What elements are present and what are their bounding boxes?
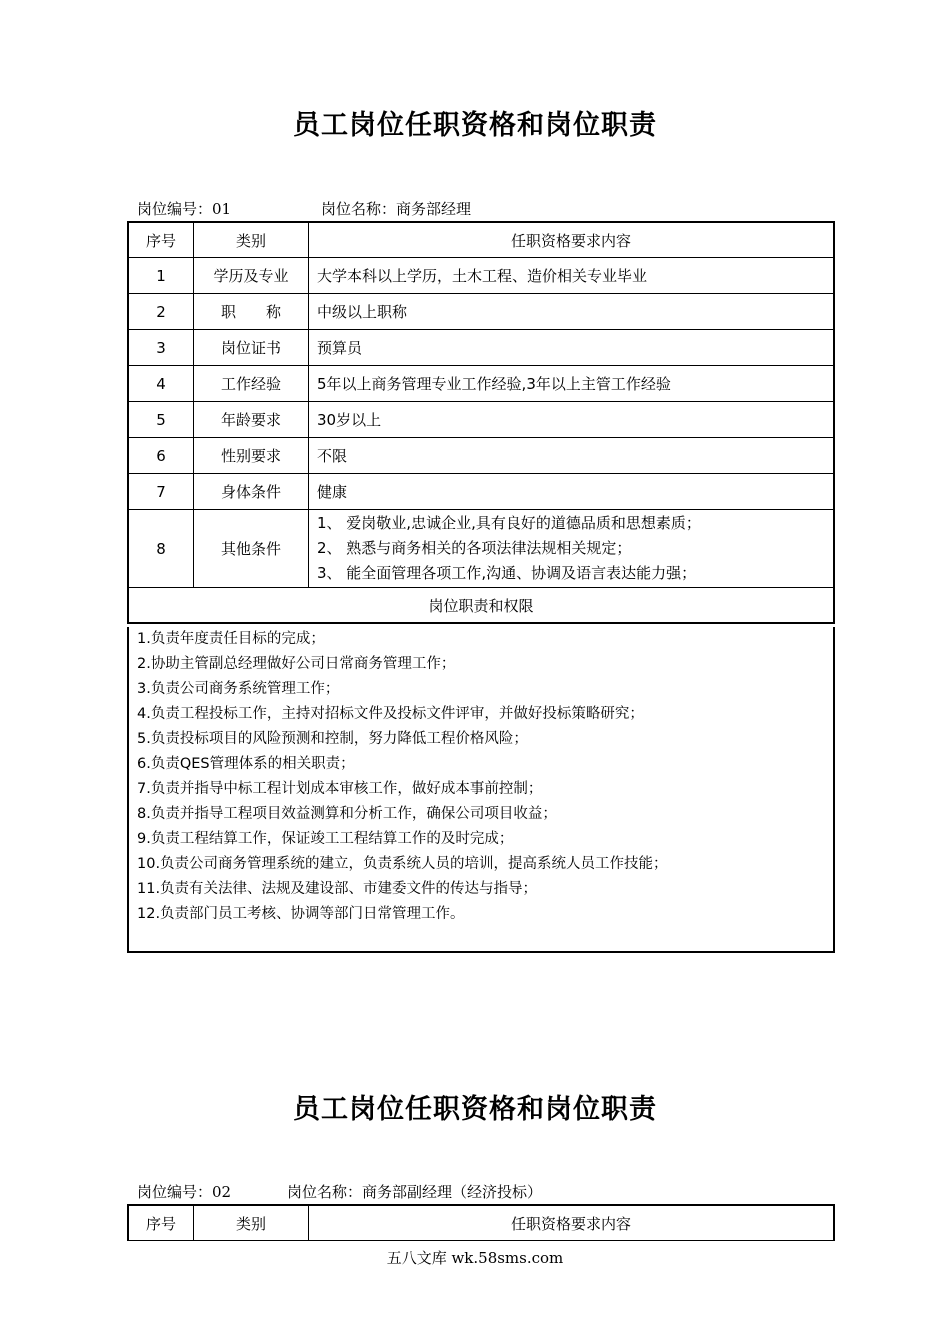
duty-item: 7.负责并指导中标工程计划成本审核工作，做好成本事前控制；	[137, 781, 543, 797]
row-content: 不限	[309, 438, 835, 474]
post-number: 岗位编号：01	[137, 200, 232, 218]
duties-title: 岗位职责和权限	[128, 588, 834, 624]
duty-item: 11.负责有关法律、法规及建设部、市建委文件的传达与指导；	[137, 881, 538, 897]
table-row	[128, 474, 834, 510]
row-content: 5年以上商务管理专业工作经验,3年以上主管工作经验	[309, 366, 835, 402]
duty-item: 1.负责年度责任目标的完成；	[137, 631, 325, 647]
table-row	[128, 438, 834, 474]
row-content: 健康	[309, 474, 835, 510]
row-content: 预算员	[309, 330, 835, 366]
table-row	[128, 330, 834, 366]
row-content: 30岁以上	[309, 402, 835, 438]
duty-item: 6.负责QES管理体系的相关职责；	[137, 756, 355, 772]
qualification-table	[127, 221, 835, 624]
other-condition-line: 2、 熟悉与商务相关的各项法律法规相关规定；	[317, 539, 632, 557]
row-no: 4	[128, 366, 194, 402]
row-category: 岗位证书	[194, 330, 309, 366]
row-content-multiline	[309, 510, 835, 588]
row-no: 3	[128, 330, 194, 366]
duty-item: 10.负责公司商务管理系统的建立，负责系统人员的培训，提高系统人员工作技能；	[137, 856, 668, 872]
row-no: 8	[128, 510, 194, 588]
header-no: 序号	[128, 222, 194, 258]
duty-item: 5.负责投标项目的风险预测和控制，努力降低工程价格风险；	[137, 731, 528, 747]
row-no: 5	[128, 402, 194, 438]
row-content: 大学本科以上学历，土木工程、造价相关专业毕业	[309, 258, 835, 294]
header-no: 序号	[128, 1205, 194, 1241]
duty-item: 2.协助主管副总经理做好公司日常商务管理工作；	[137, 656, 456, 672]
duty-item: 4.负责工程投标工作，主持对招标文件及投标文件评审，并做好投标策略研究；	[137, 706, 644, 722]
table-row	[128, 294, 834, 330]
footer-watermark: 五八文库 wk.58sms.com	[386, 1249, 564, 1267]
header-content: 任职资格要求内容	[309, 1205, 835, 1241]
row-category: 工作经验	[194, 366, 309, 402]
post-name-2: 岗位名称：商务部副经理（经济投标）	[287, 1183, 543, 1201]
page-title: 员工岗位任职资格和岗位职责	[293, 110, 657, 141]
row-category: 其他条件	[194, 510, 309, 588]
other-condition-line: 3、 能全面管理各项工作,沟通、协调及语言表达能力强；	[317, 564, 697, 582]
duty-item: 9.负责工程结算工作，保证竣工工程结算工作的及时完成；	[137, 831, 514, 847]
table-row	[128, 402, 834, 438]
duty-item: 8.负责并指导工程项目效益测算和分析工作，确保公司项目收益；	[137, 806, 557, 822]
table-header-row	[128, 222, 834, 258]
duties-header-row	[128, 588, 834, 624]
row-category: 身体条件	[194, 474, 309, 510]
table-row	[128, 258, 834, 294]
table-header-row	[128, 1205, 834, 1241]
duties-list	[129, 627, 833, 927]
row-category: 学历及专业	[194, 258, 309, 294]
row-content: 中级以上职称	[309, 294, 835, 330]
duty-item: 12.负责部门员工考核、协调等部门日常管理工作。	[137, 906, 465, 922]
table-row	[128, 366, 834, 402]
post-name: 岗位名称：商务部经理	[321, 200, 472, 218]
row-category: 职 称	[194, 294, 309, 330]
other-condition-line: 1、 爱岗敬业,忠诚企业,具有良好的道德品质和思想素质；	[317, 514, 701, 532]
page-title-2: 员工岗位任职资格和岗位职责	[293, 1094, 657, 1125]
duty-item: 3.负责公司商务系统管理工作；	[137, 681, 340, 697]
header-category: 类别	[194, 1205, 309, 1241]
row-no: 2	[128, 294, 194, 330]
table-row	[128, 510, 834, 588]
duties-box	[127, 627, 835, 953]
row-no: 7	[128, 474, 194, 510]
qualification-table-2	[127, 1204, 835, 1241]
header-content: 任职资格要求内容	[309, 222, 835, 258]
post-number-2: 岗位编号：02	[137, 1183, 232, 1201]
row-no: 1	[128, 258, 194, 294]
row-no: 6	[128, 438, 194, 474]
header-category: 类别	[194, 222, 309, 258]
row-category: 年龄要求	[194, 402, 309, 438]
row-category: 性别要求	[194, 438, 309, 474]
